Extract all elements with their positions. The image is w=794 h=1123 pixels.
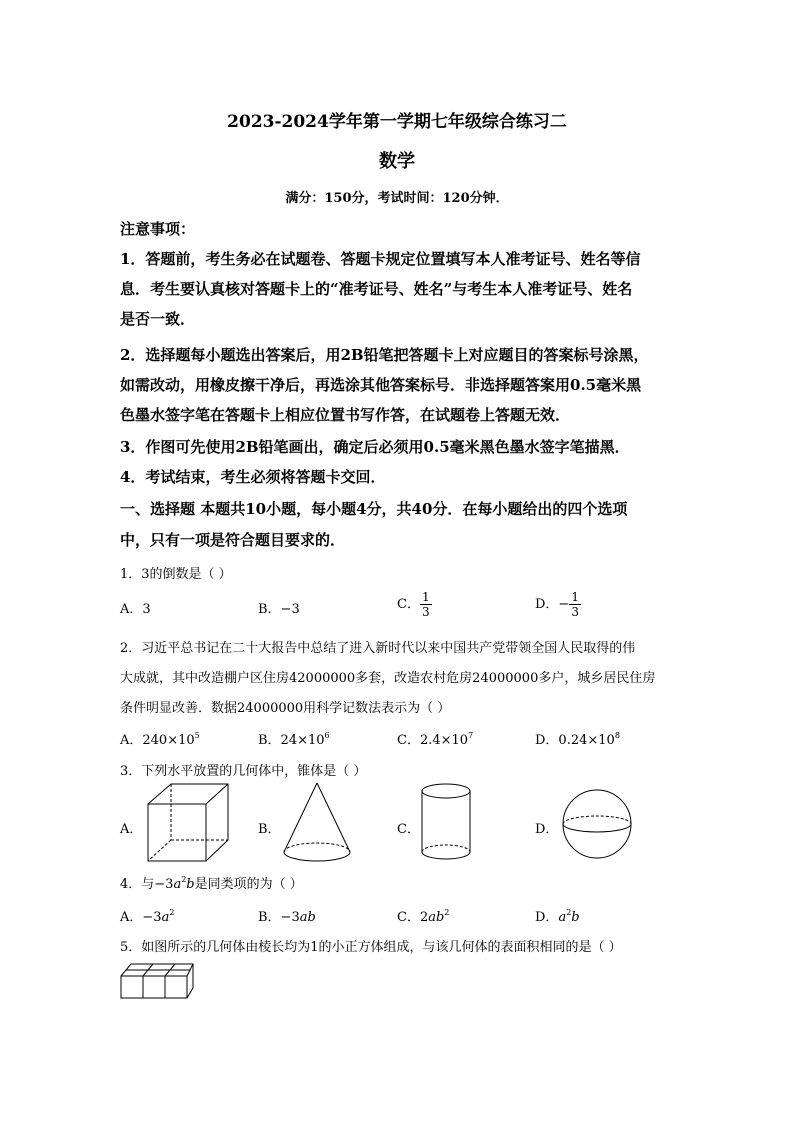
q4-option-a-var: a [161, 910, 170, 925]
notice-item1-line3: 是否一致． [120, 310, 196, 328]
q4-stem-post: 是同类项的为（ ） [194, 877, 303, 892]
q1-option-a: A．3 [120, 602, 151, 617]
q2-option-c [397, 729, 473, 748]
cubes-row-figure [119, 962, 195, 1000]
q4-stem-var-a: a [173, 877, 182, 892]
q2-line1: 2．习近平总书记在二十大报告中总结了进入新时代以来中国共产党带领全国人民取得的伟 [120, 641, 636, 656]
subject-title: 数学 [379, 151, 415, 172]
fraction-denominator: 3 [421, 605, 430, 619]
section1-line1: 一、选择题 本题共10小题，每小题4分，共40分．在每小题给出的四个选项 [120, 500, 628, 518]
fraction-denominator: 3 [571, 605, 579, 619]
q1-option-c-label: C． [397, 597, 420, 612]
q4-stem-pre: 4．与−3 [120, 877, 174, 892]
q1-option-c-fraction [420, 590, 432, 619]
q4-stem-var-b: b [186, 877, 195, 892]
fraction-numerator: 1 [421, 590, 430, 604]
q2-option-a-exponent: 5 [194, 731, 200, 740]
q3-stem: 3．下列水平放置的几何体中，锥体是（ ） [120, 764, 367, 779]
q2-option-c-base: C．2.4×10 [397, 733, 469, 748]
q4-option-d-var1: a [558, 910, 567, 925]
q4-option-c [397, 906, 449, 925]
q1-option-b: B．−3 [258, 602, 300, 617]
q4-option-d-pre: D． [535, 910, 559, 925]
q2-option-b-exponent: 6 [324, 731, 330, 740]
notice-item2-line3: 色墨水签字笔在答题卡上相应位置书写作答，在试题卷上答题无效． [120, 406, 571, 424]
q4-option-d-var2: b [571, 910, 580, 925]
q4-option-c-exponent: 2 [444, 908, 450, 917]
q2-option-b [258, 729, 330, 748]
q4-stem [120, 873, 303, 892]
q3-option-c-label: C． [397, 822, 420, 837]
cylinder-figure [420, 782, 472, 866]
q4-option-d [535, 906, 580, 925]
q4-option-c-pre: C．2 [397, 910, 429, 925]
q2-option-d [535, 729, 620, 748]
q3-option-b-label: B． [258, 822, 281, 837]
q4-option-b [258, 906, 316, 925]
q1-option-c [397, 590, 432, 619]
page-title: 2023-2024学年第一学期七年级综合练习二 [227, 112, 567, 132]
q5-stem: 5．如图所示的几何体由棱长均为1的小正方体组成，与该几何体的表面积相同的是（ ） [120, 940, 622, 955]
q2-option-a-base: A．240×10 [120, 733, 195, 748]
cone-figure [281, 781, 353, 865]
exam-meta: 满分：150分，考试时间：120分钟． [285, 191, 509, 206]
notice-item1-line2: 息．考生要认真核对答题卡上的“准考证号、姓名”与考生本人准考证号、姓名 [120, 280, 633, 298]
q4-option-c-var: ab [428, 910, 445, 925]
q2-option-a [120, 729, 200, 748]
q2-line3: 条件明显改善．数据24000000用科学记数法表示为（ ） [120, 701, 451, 716]
notice-item2-line2: 如需改动，用橡皮擦干净后，再选涂其他答案标号．非选择题答案用0.5毫米黑 [120, 376, 642, 394]
q3-option-d-label: D． [535, 822, 559, 837]
notice-item4: 4．考试结束，考生必须将答题卡交回． [120, 468, 386, 486]
q2-option-b-base: B．24×10 [258, 733, 325, 748]
q2-line2: 大成就，其中改造棚户区住房42000000多套，改造农村危房24000000多户，城乡居民住房 [120, 671, 656, 686]
q1-stem: 1．3的倒数是（ ） [120, 567, 232, 582]
q4-stem-exponent: 2 [181, 875, 187, 884]
q1-option-d-fraction [569, 590, 581, 619]
fraction-numerator: 1 [571, 590, 579, 604]
cube-figure [145, 782, 235, 864]
q1-option-d [535, 590, 581, 619]
notice-item2-line1: 2．选择题每小题选出答案后，用2B铅笔把答题卡上对应题目的答案标号涂黑， [120, 346, 649, 364]
notice-heading: 注意事项： [120, 220, 196, 238]
q3-option-a-label: A． [120, 822, 143, 837]
q4-option-b-var: ab [299, 910, 316, 925]
q2-option-d-base: D．0.24×10 [535, 733, 615, 748]
sphere-figure [561, 782, 633, 866]
q4-option-d-exponent: 2 [566, 908, 572, 917]
q4-option-a [120, 906, 174, 925]
q4-option-a-exponent: 2 [169, 908, 175, 917]
section1-line2: 中，只有一项是符合题目要求的． [120, 531, 346, 549]
q4-option-b-pre: B．−3 [258, 910, 300, 925]
q4-option-a-pre: A．−3 [120, 910, 162, 925]
q2-option-d-exponent: 8 [614, 731, 620, 740]
notice-item1-line1: 1．答题前，考生务必在试题卷、答题卡规定位置填写本人准考证号、姓名等信 [120, 250, 641, 268]
notice-item3: 3．作图可先使用2B铅笔画出，确定后必须用0.5毫米黑色墨水签字笔描黑． [120, 438, 630, 456]
q1-option-d-label: D．− [535, 597, 570, 612]
q2-option-c-exponent: 7 [468, 731, 474, 740]
